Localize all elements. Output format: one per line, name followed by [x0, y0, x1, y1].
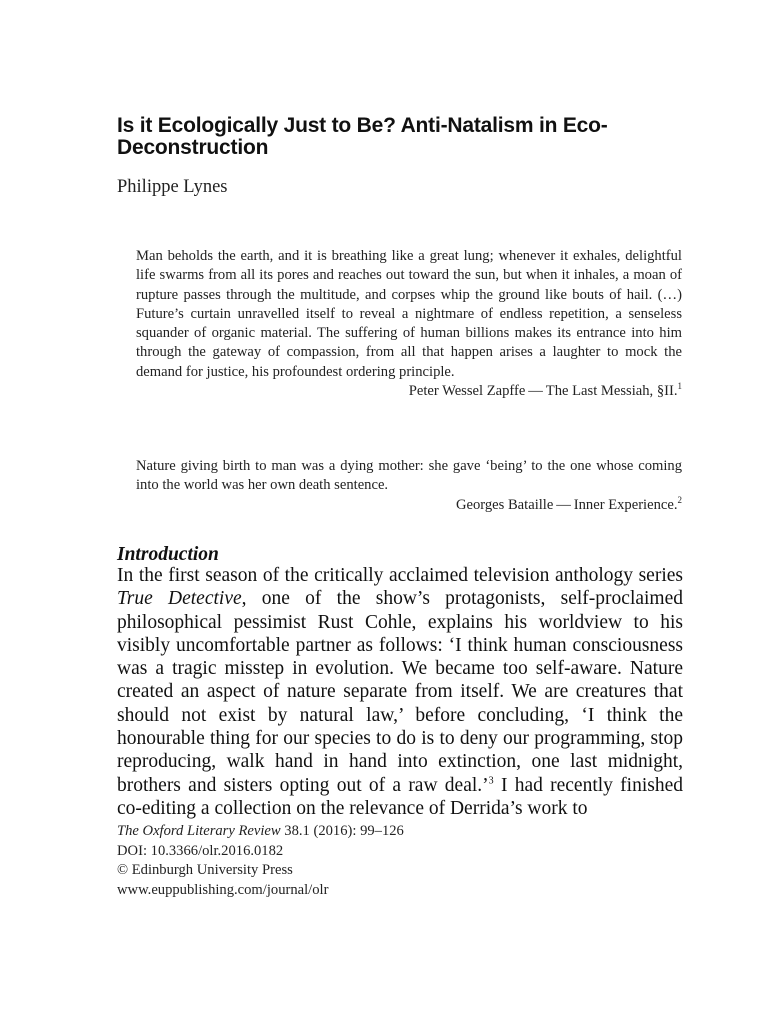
- attribution-text: Peter Wessel Zapffe — The Last Messiah, §II.: [408, 383, 678, 400]
- paragraph-text-mid: , one of the show’s protagonists, self-proclaimed philosophical pessimist Rust Cohle, explains his worldview to his visibly uncomfortable partner as follows: ‘I think human consciousness was a tragic misstep in evolution. We became too self-aware. Nature created an aspect of nature separate from itself. We are creatures that should not exist by natural law,’ before concluding, ‘I think the honourable thing for our species to do is to deny our programming, stop reproducing, walk hand in hand into extinction, one last midnight, brothers and sisters opting out of a raw deal.’: [117, 588, 684, 796]
- footnote-marker: 2: [677, 494, 682, 505]
- journal-citation: [117, 822, 404, 842]
- doi-line: DOI: 10.3366/olr.2016.0182: [117, 842, 284, 859]
- journal-name: The Oxford Literary Review: [117, 823, 281, 839]
- footnote-marker: 1: [677, 381, 682, 392]
- footnote-marker: 3: [488, 775, 494, 787]
- paragraph-text-start: In the first season of the critically acclaimed television anthology series: [117, 565, 683, 586]
- epigraph-zapffe: [136, 247, 682, 401]
- epigraph-attribution: [136, 496, 682, 515]
- epigraph-text: Man beholds the earth, and it is breathing like a great lung; whenever it exhales, delightful life swarms from all its pores and reaches out toward the sun, but when it inhales, a moan of rupture passes through the multitude, and corpses whip the ground like bouts of hail. (…) Future’s curtain unravelled itself to reveal a nightmare of endless repetition, a senseless squander of organic material. The suffering of human billions makes its entrance into him through the gateway of compassion, from all that happen arises a laughter to mock the demand for justice, his profoundest ordering principle.: [136, 248, 682, 380]
- paragraph-text-end: I had recently finished co-editing a collection on the relevance of Derrida’s work to: [117, 774, 683, 819]
- article-author: Philippe Lynes: [117, 177, 228, 197]
- journal-url: www.euppublishing.com/journal/olr: [117, 881, 329, 898]
- journal-volume: 38.1 (2016): 99–126: [280, 823, 404, 839]
- attribution-text: Georges Bataille — Inner Experience.: [455, 496, 678, 513]
- body-paragraph: [117, 564, 683, 820]
- publication-info: [117, 822, 404, 900]
- article-title: Is it Ecologically Just to Be? Anti-Natalism in Eco-Deconstruction: [117, 114, 608, 159]
- epigraph-text: Nature giving birth to man was a dying mother: she gave ‘being’ to the one whose coming into the world was her own death sentence.: [136, 458, 682, 494]
- epigraph-bataille: [136, 457, 682, 515]
- section-heading: Introduction: [117, 544, 219, 565]
- epigraph-attribution: [136, 382, 682, 401]
- show-title: True Detective: [117, 588, 242, 610]
- copyright-line: © Edinburgh University Press: [117, 862, 293, 878]
